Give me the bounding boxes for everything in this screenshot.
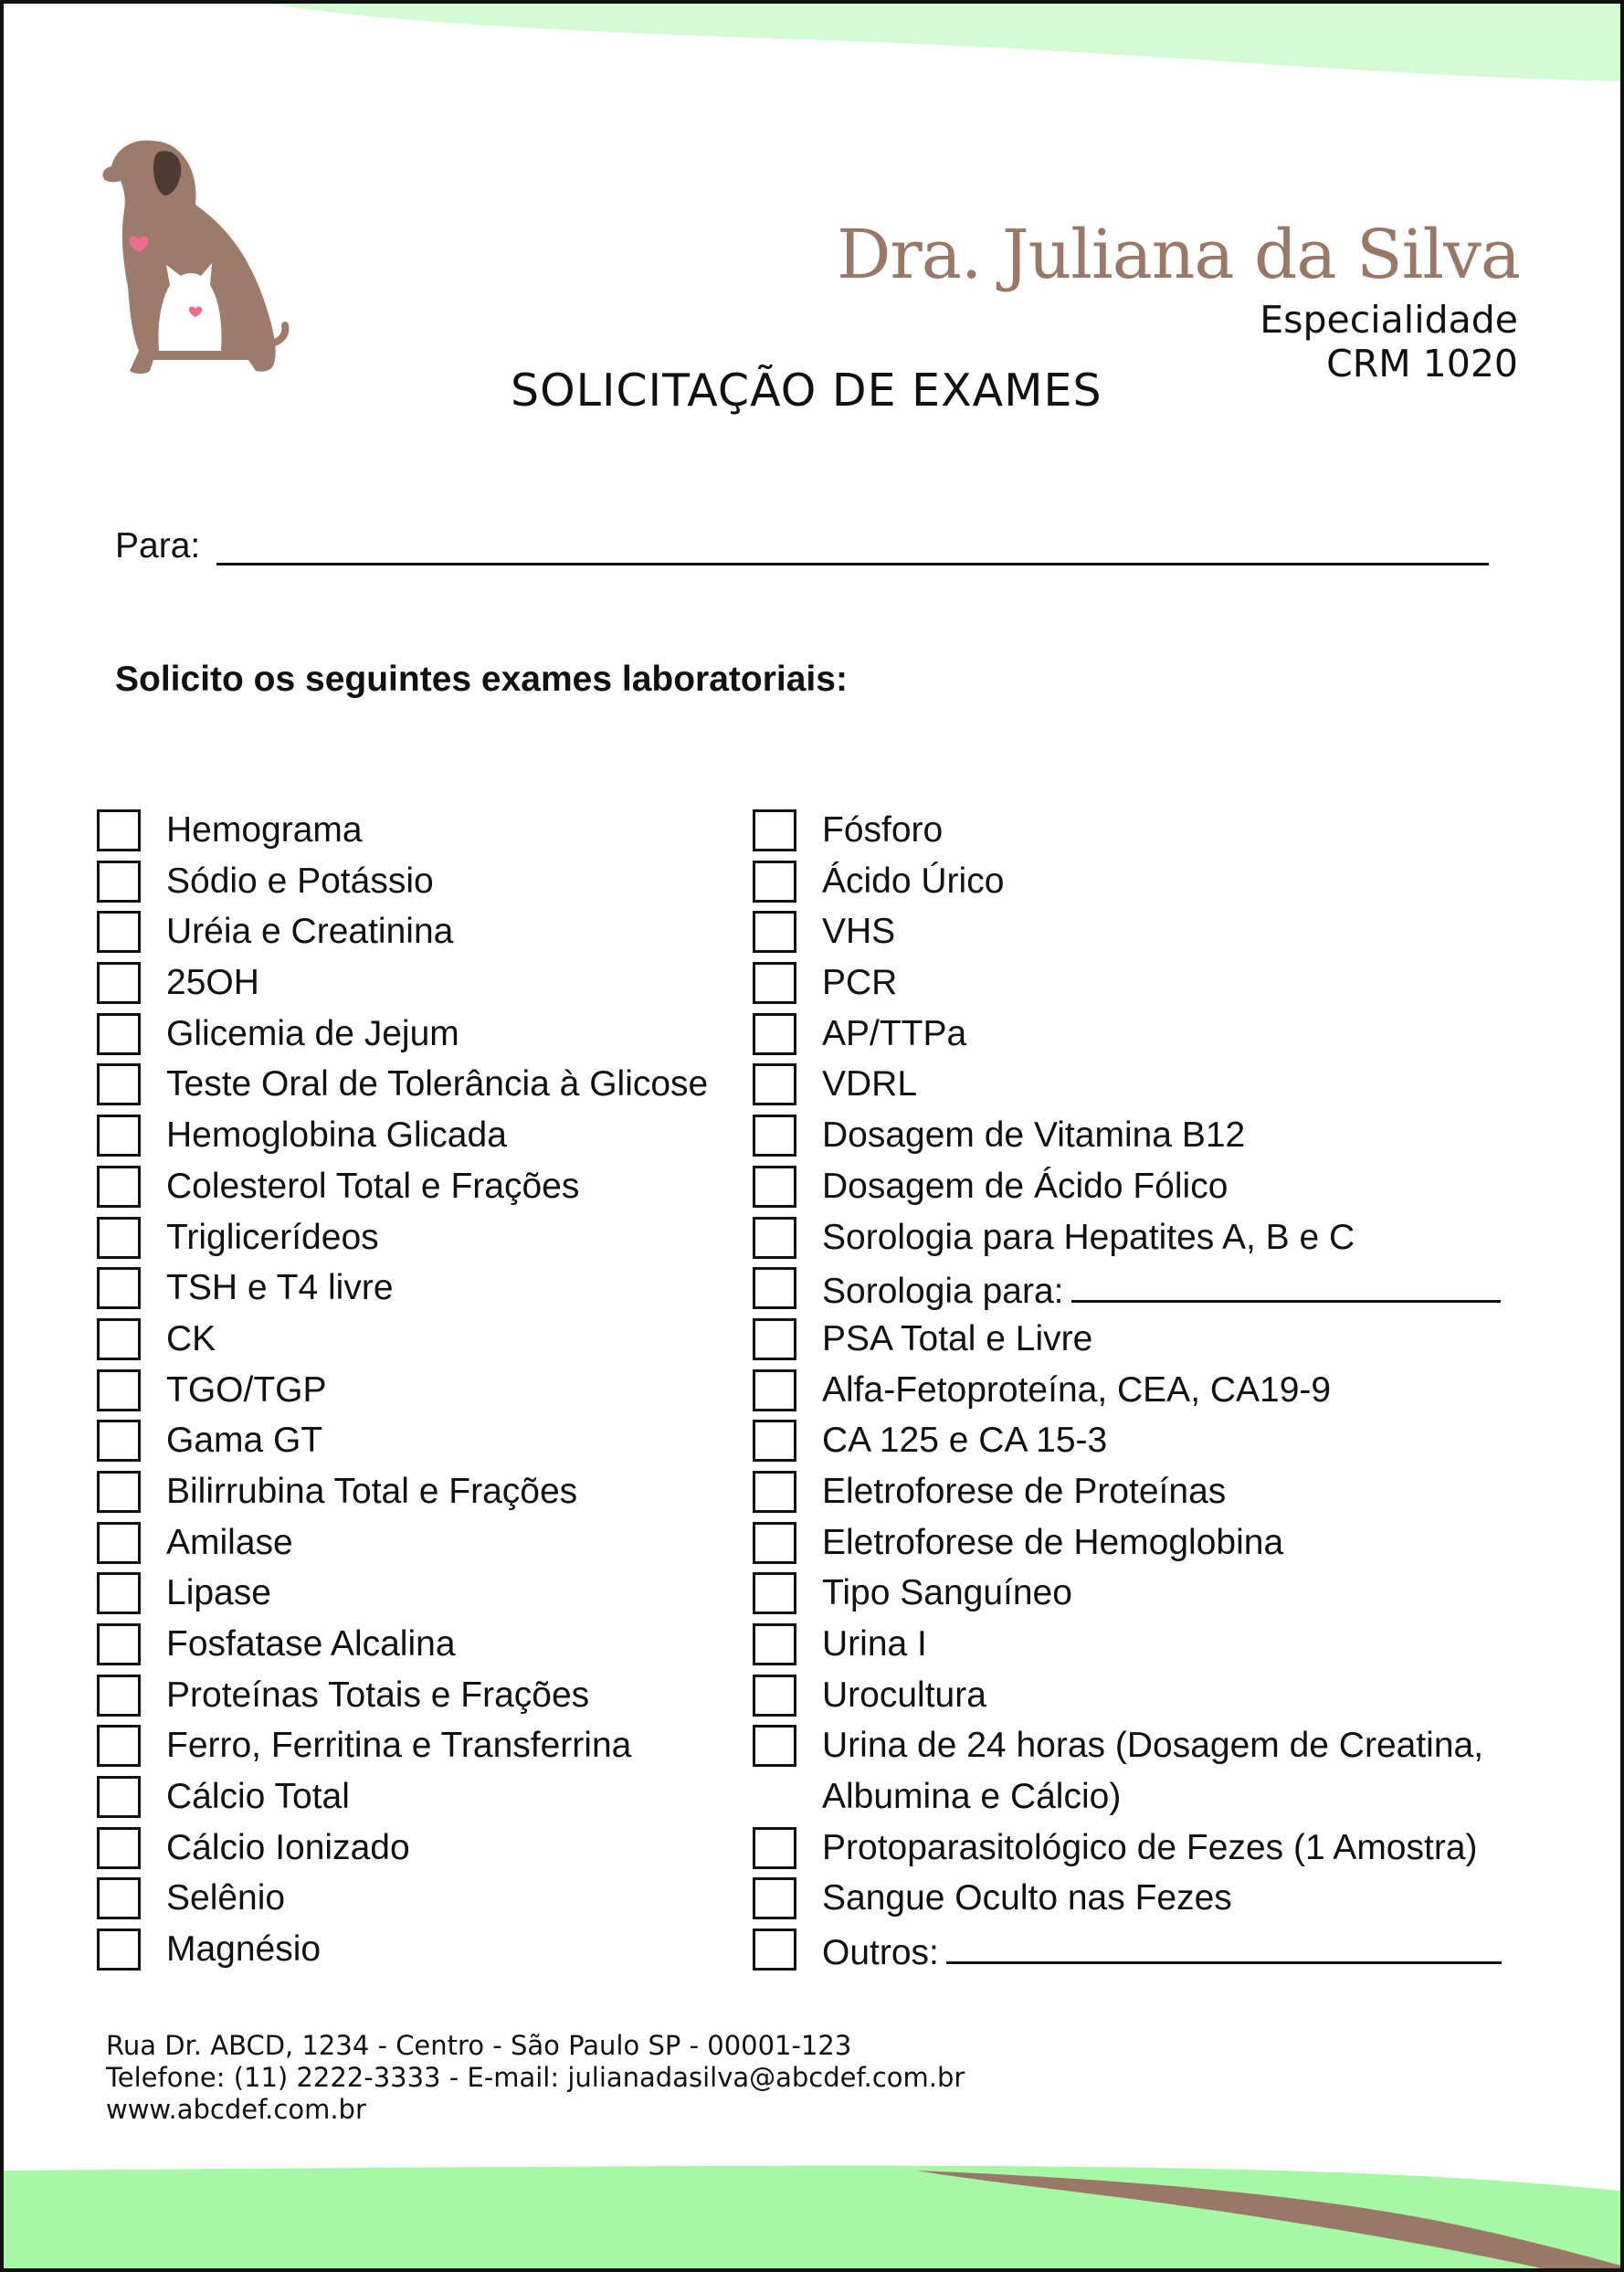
exam-checkbox[interactable] xyxy=(753,1063,796,1105)
exam-checkbox[interactable] xyxy=(753,1725,796,1767)
footer xyxy=(106,2030,965,2126)
exam-checkbox[interactable] xyxy=(97,1572,141,1614)
exam-checkbox[interactable] xyxy=(753,861,796,903)
exam-label-text: Outros: xyxy=(822,1933,939,1973)
exam-label-text: Hemograma xyxy=(166,810,363,850)
exam-label-text: Magnésio xyxy=(166,1929,322,1970)
exam-checkbox[interactable] xyxy=(97,1776,141,1818)
exam-label-text: Sorologia para Hepatites A, B e C xyxy=(822,1217,1355,1257)
exam-label xyxy=(166,809,363,851)
exam-checkbox[interactable] xyxy=(753,809,796,851)
exam-label xyxy=(166,1827,410,1869)
exam-checkbox[interactable] xyxy=(97,1420,141,1462)
exam-label-text: Sódio e Potássio xyxy=(166,861,434,901)
exam-label-text: Ácido Úrico xyxy=(822,861,1005,901)
exam-label-text: Dosagem de Ácido Fólico xyxy=(822,1166,1229,1206)
exam-label xyxy=(166,1929,321,1971)
exam-checkbox[interactable] xyxy=(753,911,796,953)
exam-label xyxy=(822,1013,966,1055)
exam-label xyxy=(822,1623,927,1665)
exam-label-text: Lipase xyxy=(166,1573,271,1613)
exam-label xyxy=(822,1877,1232,1919)
exam-label-text: CA 125 e CA 15-3 xyxy=(822,1421,1108,1461)
exam-label xyxy=(822,1827,1478,1869)
top-green-wave xyxy=(269,4,1624,81)
exam-label xyxy=(166,1572,271,1614)
exam-label-text: Fosfatase Alcalina xyxy=(166,1624,456,1664)
exam-label-text: Urocultura xyxy=(822,1675,986,1715)
doctor-name: Dra. Juliana da Silva xyxy=(837,216,1520,294)
exam-label xyxy=(166,1013,459,1055)
exam-checkbox[interactable] xyxy=(97,911,141,953)
doctor-crm: CRM 1020 xyxy=(1326,342,1518,386)
bottom-brown-wave xyxy=(917,2171,1624,2272)
exam-label xyxy=(166,1166,579,1208)
para-input-line[interactable] xyxy=(216,563,1489,565)
exam-label xyxy=(166,1420,322,1462)
exam-label xyxy=(822,1115,1245,1157)
exam-checkbox[interactable] xyxy=(97,861,141,903)
exam-label xyxy=(822,1420,1107,1462)
exam-checkbox[interactable] xyxy=(97,1827,141,1869)
exam-checkbox[interactable] xyxy=(97,1217,141,1259)
exam-label-text: Triglicerídeos xyxy=(166,1217,379,1257)
exam-label xyxy=(166,1267,394,1309)
exam-label-text: Ferro, Ferritina e Transferrina xyxy=(166,1726,632,1766)
exam-checkbox[interactable] xyxy=(753,1369,796,1411)
exam-label-text: Colesterol Total e Frações xyxy=(166,1166,580,1206)
exam-label xyxy=(166,911,453,953)
exam-label-text: Fósforo xyxy=(822,810,944,850)
exam-label xyxy=(166,1776,350,1818)
exam-checkbox[interactable] xyxy=(753,1877,796,1919)
exam-label xyxy=(822,1675,986,1717)
exam-label-text: Alfa-Fetoproteína, CEA, CA19-9 xyxy=(822,1369,1332,1410)
exam-checkbox[interactable] xyxy=(97,1166,141,1208)
exam-checkbox[interactable] xyxy=(753,1623,796,1665)
bottom-green-band xyxy=(4,2166,1624,2272)
doctor-specialty: Especialidade xyxy=(1260,298,1518,342)
exam-label xyxy=(166,1623,456,1665)
exam-label-text: Uréia e Creatinina xyxy=(166,912,454,952)
exam-label-text: Amilase xyxy=(166,1522,293,1562)
exam-label-text: VHS xyxy=(822,912,896,952)
exam-checkbox[interactable] xyxy=(97,1267,141,1309)
exam-label-text: Sorologia para: xyxy=(822,1272,1064,1312)
exam-label-text: AP/TTPa xyxy=(822,1013,967,1053)
exam-label-text: Proteínas Totais e Frações xyxy=(166,1675,590,1715)
para-label: Para: xyxy=(115,526,201,565)
exam-label xyxy=(822,1267,1501,1313)
exam-label xyxy=(166,861,434,903)
exam-checkbox[interactable] xyxy=(753,1675,796,1717)
exam-checkbox[interactable] xyxy=(753,1827,796,1869)
exam-label-text: TSH e T4 livre xyxy=(166,1268,394,1308)
exam-label xyxy=(822,861,1004,903)
exam-checkbox[interactable] xyxy=(97,1369,141,1411)
exam-label-text: Eletroforese de Proteínas xyxy=(822,1471,1227,1511)
footer-website: www.abcdef.com.br xyxy=(106,2094,366,2125)
exam-checkbox[interactable] xyxy=(97,962,141,1004)
exam-label-text: 25OH xyxy=(166,963,259,1003)
exam-checkbox[interactable] xyxy=(97,1471,141,1513)
exam-label-text: PSA Total e Livre xyxy=(822,1318,1093,1358)
exam-blank-input[interactable] xyxy=(1071,1267,1501,1303)
exam-label-text: Dosagem de Vitamina B12 xyxy=(822,1115,1246,1156)
exam-label-text: Glicemia de Jejum xyxy=(166,1013,459,1053)
exam-label xyxy=(166,962,259,1004)
exam-label xyxy=(822,1725,1483,1767)
exam-label xyxy=(822,1572,1072,1614)
exam-checkbox[interactable] xyxy=(753,1420,796,1462)
exam-checkbox[interactable] xyxy=(97,1623,141,1665)
exam-label-text: Cálcio Ionizado xyxy=(166,1827,410,1867)
exam-label xyxy=(822,1063,917,1105)
exam-label-text: VDRL xyxy=(822,1064,918,1104)
exam-checkbox[interactable] xyxy=(753,1471,796,1513)
exam-label-text: TGO/TGP xyxy=(166,1369,327,1410)
exam-label xyxy=(822,1369,1331,1411)
exam-checkbox[interactable] xyxy=(753,1217,796,1259)
exam-label xyxy=(822,1522,1283,1564)
exam-label xyxy=(166,1725,631,1767)
pet-logo-icon xyxy=(95,132,296,387)
footer-address: Rua Dr. ABCD, 1234 - Centro - São Paulo SP - 00001-123 xyxy=(106,2030,852,2061)
exam-label xyxy=(166,1675,589,1717)
exam-label xyxy=(166,1115,507,1157)
exam-checkbox[interactable] xyxy=(97,1725,141,1767)
exam-checkbox[interactable] xyxy=(97,1318,141,1360)
exam-checkbox[interactable] xyxy=(753,1318,796,1360)
exam-label-text: Cálcio Total xyxy=(166,1777,350,1817)
footer-contact: Telefone: (11) 2222-3333 - E-mail: julianadasilva@abcdef.com.br xyxy=(106,2062,965,2093)
exam-label-text: Teste Oral de Tolerância à Glicose xyxy=(166,1064,709,1104)
exam-checkbox[interactable] xyxy=(753,962,796,1004)
exams-intro: Solicito os seguintes exames laboratoriais: xyxy=(115,660,848,699)
exam-checkbox[interactable] xyxy=(97,1929,141,1971)
exam-label xyxy=(166,1522,293,1564)
exam-label xyxy=(822,1217,1355,1259)
exam-checkbox[interactable] xyxy=(753,1166,796,1208)
exam-label-text: Urina de 24 horas (Dosagem de Creatina, xyxy=(822,1726,1484,1766)
exam-label-text: Hemoglobina Glicada xyxy=(166,1115,507,1156)
exam-label xyxy=(166,1369,327,1411)
exam-label xyxy=(822,1166,1228,1208)
exam-label xyxy=(822,1471,1226,1513)
exam-label-text: CK xyxy=(166,1318,216,1358)
exam-checkbox[interactable] xyxy=(97,1063,141,1105)
exam-label xyxy=(166,1877,285,1919)
exam-label xyxy=(166,1318,216,1360)
exam-checkbox[interactable] xyxy=(97,1013,141,1055)
exam-checkbox[interactable] xyxy=(753,1929,796,1971)
exam-label-text: Protoparasitológico de Fezes (1 Amostra) xyxy=(822,1827,1478,1867)
exam-label-text: Sangue Oculto nas Fezes xyxy=(822,1878,1232,1918)
exam-checkbox[interactable] xyxy=(753,1115,796,1157)
exam-checkbox[interactable] xyxy=(753,1572,796,1614)
exam-label xyxy=(166,1217,379,1259)
exam-label-text: Eletroforese de Hemoglobina xyxy=(822,1522,1284,1562)
exam-checkbox[interactable] xyxy=(753,1013,796,1055)
exam-label xyxy=(822,962,897,1004)
exam-label-text: Albumina e Cálcio) xyxy=(822,1777,1122,1817)
exam-label-text: Bilirrubina Total e Frações xyxy=(166,1471,578,1511)
exam-label xyxy=(822,911,895,953)
exam-label-text: Selênio xyxy=(166,1878,286,1918)
exam-checkbox[interactable] xyxy=(753,1522,796,1564)
exam-label xyxy=(166,1063,708,1105)
exam-label xyxy=(166,1471,577,1513)
exam-label xyxy=(822,1776,1121,1818)
exam-checkbox[interactable] xyxy=(753,1267,796,1309)
exam-checkbox[interactable] xyxy=(97,1675,141,1717)
exam-label xyxy=(822,1318,1092,1360)
exam-label-text: Gama GT xyxy=(166,1421,323,1461)
exam-blank-input[interactable] xyxy=(946,1929,1502,1964)
exam-checkbox[interactable] xyxy=(97,1877,141,1919)
exam-label xyxy=(822,809,943,851)
exam-label-text: Tipo Sanguíneo xyxy=(822,1573,1072,1613)
exam-label xyxy=(822,1929,1502,1974)
exam-label-text: PCR xyxy=(822,963,898,1003)
form-title: SOLICITAÇÃO DE EXAMES xyxy=(511,365,1102,417)
exam-checkbox[interactable] xyxy=(97,1115,141,1157)
exam-label-text: Urina I xyxy=(822,1624,927,1664)
exam-checkbox[interactable] xyxy=(97,809,141,851)
exam-checkbox[interactable] xyxy=(97,1522,141,1564)
